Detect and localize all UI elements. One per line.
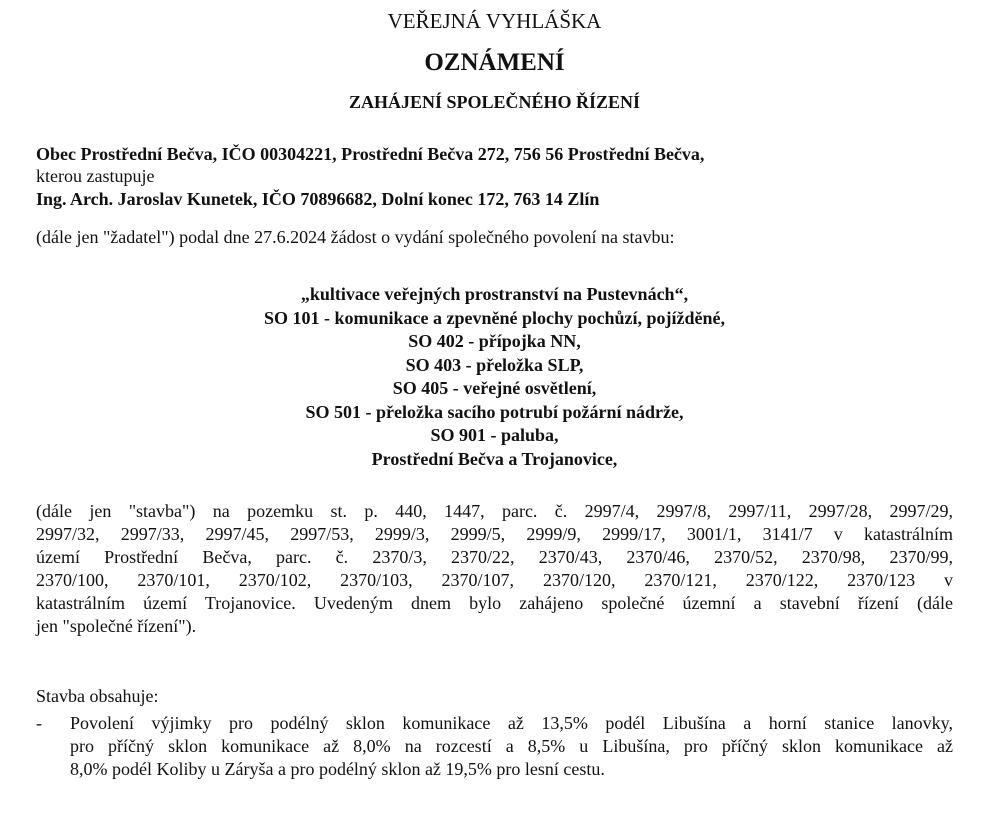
- public-notice-heading: VEŘEJNÁ VYHLÁŠKA: [387, 9, 602, 33]
- paragraph-line: 2370/100, 2370/101, 2370/102, 2370/103, 2370/107, 2370/120, 2370/121, 2370/122, 2370/123 v: [36, 570, 953, 590]
- dash-bullet-icon: -: [36, 713, 42, 733]
- project-title: „kultivace veřejných prostranství na Pustevnách“,: [300, 284, 689, 304]
- project-location: Prostřední Bečva a Trojanovice,: [371, 448, 618, 469]
- represented-by-label: kterou zastupuje: [36, 166, 155, 186]
- project-item-so501: SO 501 - přeložka sacího potrubí požární nádrže,: [305, 401, 684, 422]
- submission-line: (dále jen "žadatel") podal dne 27.6.2024 žádost o vydání společného povolení na stavbu:: [36, 227, 675, 247]
- project-item-so402: SO 402 - přípojka NN,: [408, 331, 581, 351]
- project-item-so405: SO 405 - veřejné osvětlení,: [392, 378, 597, 398]
- paragraph-line: území Prostřední Bečva, parc. č. 2370/3, 2370/22, 2370/43, 2370/46, 2370/52, 2370/98, 2370/99,: [36, 547, 953, 567]
- project-block: [36, 283, 953, 471]
- list-item-text: [70, 712, 953, 781]
- paragraph-line: katastrálním území Trojanovice. Uvedeným dnem bylo zahájeno společné územní a stavební řízení (dále: [36, 593, 953, 613]
- parcels-paragraph: [36, 500, 953, 638]
- project-item-so403: SO 403 - přeložka SLP,: [405, 354, 584, 375]
- page-subtitle: ZAHÁJENÍ SPOLEČNÉHO ŘÍZENÍ: [348, 92, 641, 112]
- list-item: [36, 712, 953, 781]
- contents-label: Stavba obsahuje:: [36, 686, 159, 706]
- contents-list: [36, 712, 953, 781]
- list-item-line: Povolení výjimky pro podélný sklon komunikace až 13,5% podél Libušína a horní stanice lanovky,: [70, 713, 953, 733]
- paragraph-line: jen "společné řízení").: [36, 616, 197, 636]
- paragraph-line: 2997/32, 2997/33, 2997/45, 2997/53, 2999/3, 2999/5, 2999/9, 2999/17, 3001/1, 3141/7 v katastrálním: [36, 524, 953, 544]
- page-title: OZNÁMENÍ: [424, 49, 565, 76]
- paragraph-line: (dále jen "stavba") na pozemku st. p. 440, 1447, parc. č. 2997/4, 2997/8, 2997/11, 2997/28, 2997/29,: [36, 501, 953, 521]
- representative-line: Ing. Arch. Jaroslav Kunetek, IČO 70896682, Dolní konec 172, 763 14 Zlín: [36, 189, 600, 209]
- list-item-line: 8,0% podél Koliby u Záryša a pro podélný sklon až 19,5% pro lesní cestu.: [70, 759, 605, 779]
- list-item-line: pro příčný sklon komunikace až 8,0% na rozcestí a 8,5% u Libušína, pro příčný sklon komunikace až: [70, 736, 953, 756]
- project-item-so901: SO 901 - paluba,: [430, 425, 559, 445]
- applicant-line: Obec Prostřední Bečva, IČO 00304221, Prostřední Bečva 272, 756 56 Prostřední Bečva,: [36, 144, 705, 164]
- project-item-so101: SO 101 - komunikace a zpevněné plochy pochůzí, pojížděné,: [263, 307, 726, 328]
